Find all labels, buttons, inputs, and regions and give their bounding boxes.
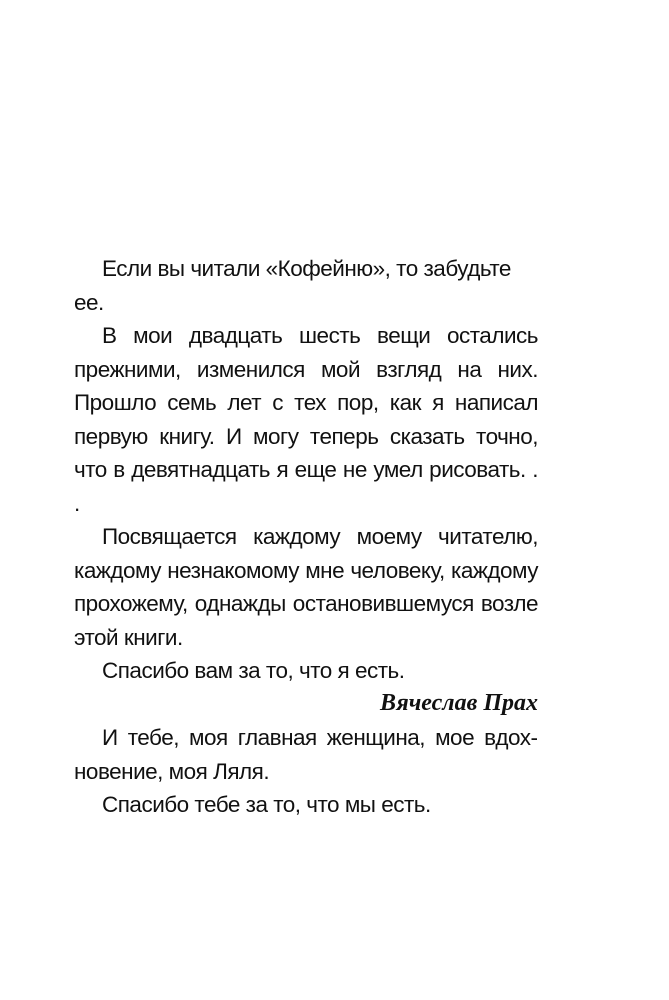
paragraph-thanks-readers: Спасибо вам за то, что я есть.	[102, 658, 405, 683]
dedication-text	[74, 252, 538, 822]
author-signature: Вячеслав Прах	[380, 690, 538, 716]
paragraph-to-you: И тебе, моя главная женщина, мое вдохновение, моя Ляля.	[74, 725, 538, 784]
paragraph-thanks-you: Спасибо тебе за то, что мы есть.	[102, 792, 431, 817]
paragraph-dedicated: Посвящается каждому моему читателю, каждому незнакомому мне человеку, каждому прохожему, однажды остановившемуся возле этой книги.	[74, 524, 538, 650]
paragraph-twenty-six: В мои двадцать шесть вещи остались прежними, изменился мой взгляд на них. Прошло семь лет с тех пор, как я написал первую книгу. И могу теперь сказать точно, что в девятнадцать я еще не умел рисовать. . .	[74, 323, 538, 516]
paragraph-intro: Если вы читали «Кофейню», то забудьте ее.	[74, 256, 511, 315]
